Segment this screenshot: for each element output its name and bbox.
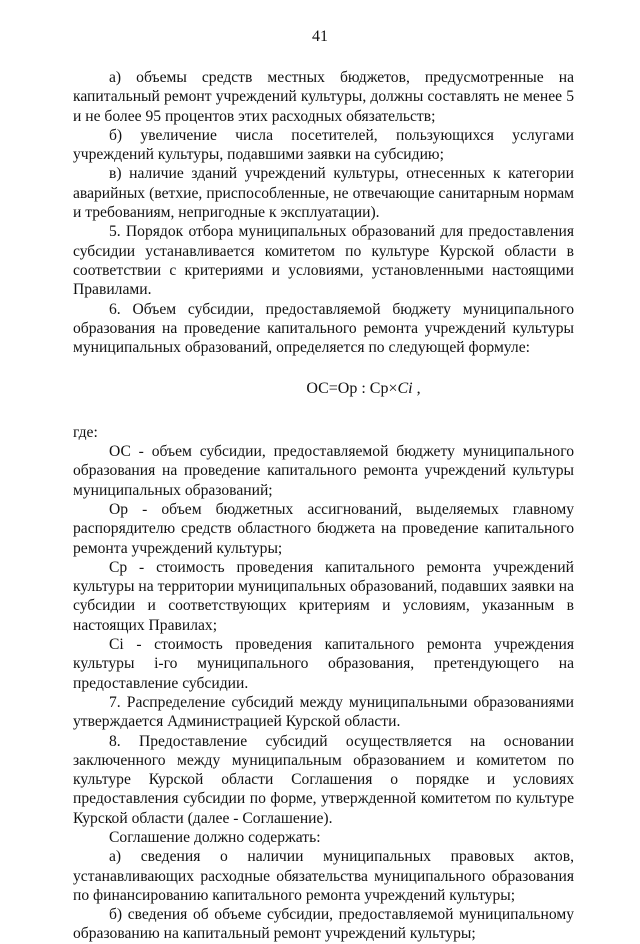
formula-ci: Ci <box>397 380 413 398</box>
paragraph-item-6: 6. Объем субсидии, предоставляемой бюджету муниципального образования на проведение капитального ремонта учреждений культуры муниципальных образований, определяется по следующей формуле: <box>73 300 574 357</box>
document-body <box>73 68 574 944</box>
agreement-item-a: а) сведения о наличии муниципальных правовых актов, устанавливающих расходные обязательства муниципального образования по финансированию капитального ремонта учреждений культуры; <box>73 848 574 904</box>
paragraph-criterion-b: б) увеличение числа посетителей, пользующихся услугами учреждений культуры, подавшими заявки на субсидию; <box>73 126 574 164</box>
paragraph-item-5: 5. Порядок отбора муниципальных образований для предоставления субсидии устанавливается комитетом по культуре Курской области в соответствии с критериями и условиями, установленными настоящими Правилами. <box>73 223 574 299</box>
subsidy-formula <box>73 379 574 398</box>
agreement-item-b: б) сведения об объеме субсидии, предоставляемой муниципальному образованию на капитальный ремонт учреждений культуры; <box>73 906 574 943</box>
definition-op: Ор - объем бюджетных ассигнований, выделяемых главному распорядителю средств областного бюджета на проведение капитального ремонта учреждений культуры; <box>73 500 574 557</box>
agreement-contents-heading: Соглашение должно содержать: <box>109 828 321 846</box>
where-label: где: <box>73 423 98 441</box>
paragraph-criterion-a: а) объемы средств местных бюджетов, предусмотренные на капитальный ремонт учреждений культуры, должны составлять не менее 5 и не более 95 процентов этих расходных обязательств; <box>73 69 574 125</box>
definition-ci: Ci - стоимость проведения капитального ремонта учреждения культуры i-го муниципального образования, претендующего на предоставление субсидии. <box>73 636 574 692</box>
paragraph-item-7: 7. Распределение субсидий между муниципальными образованиями утверждается Администрацией Курской области. <box>73 693 574 731</box>
formula-main: ОС=Ор : Ср× <box>306 380 398 398</box>
formula-trail: , <box>412 380 421 398</box>
paragraph-item-8: 8. Предоставление субсидий осуществляется на основании заключенного между муниципальным образованием и комитетом по культуре Курской области Соглашения о порядке и условиях предоставления субсидии по форме, утвержденной комитетом по культуре Курской области (далее - Соглашение). <box>73 732 574 827</box>
paragraph-criterion-c: в) наличие зданий учреждений культуры, отнесенных к категории аварийных (ветхие, приспособленные, не отвечающие санитарным нормам и требованиям, непригодные к эксплуатации). <box>73 165 574 222</box>
definition-cp: Ср - стоимость проведения капитального ремонта учреждений культуры на территории муниципальных образований, подавших заявки на субсидии и соответствующих критериям и условиям, указанным в настоящих Правилах; <box>73 558 574 634</box>
page-number: 41 <box>312 28 328 45</box>
definition-oc: ОС - объем субсидии, предоставляемой бюджету муниципального образования на проведение капитального ремонта учреждений культуры муниципальных образований; <box>73 443 574 499</box>
